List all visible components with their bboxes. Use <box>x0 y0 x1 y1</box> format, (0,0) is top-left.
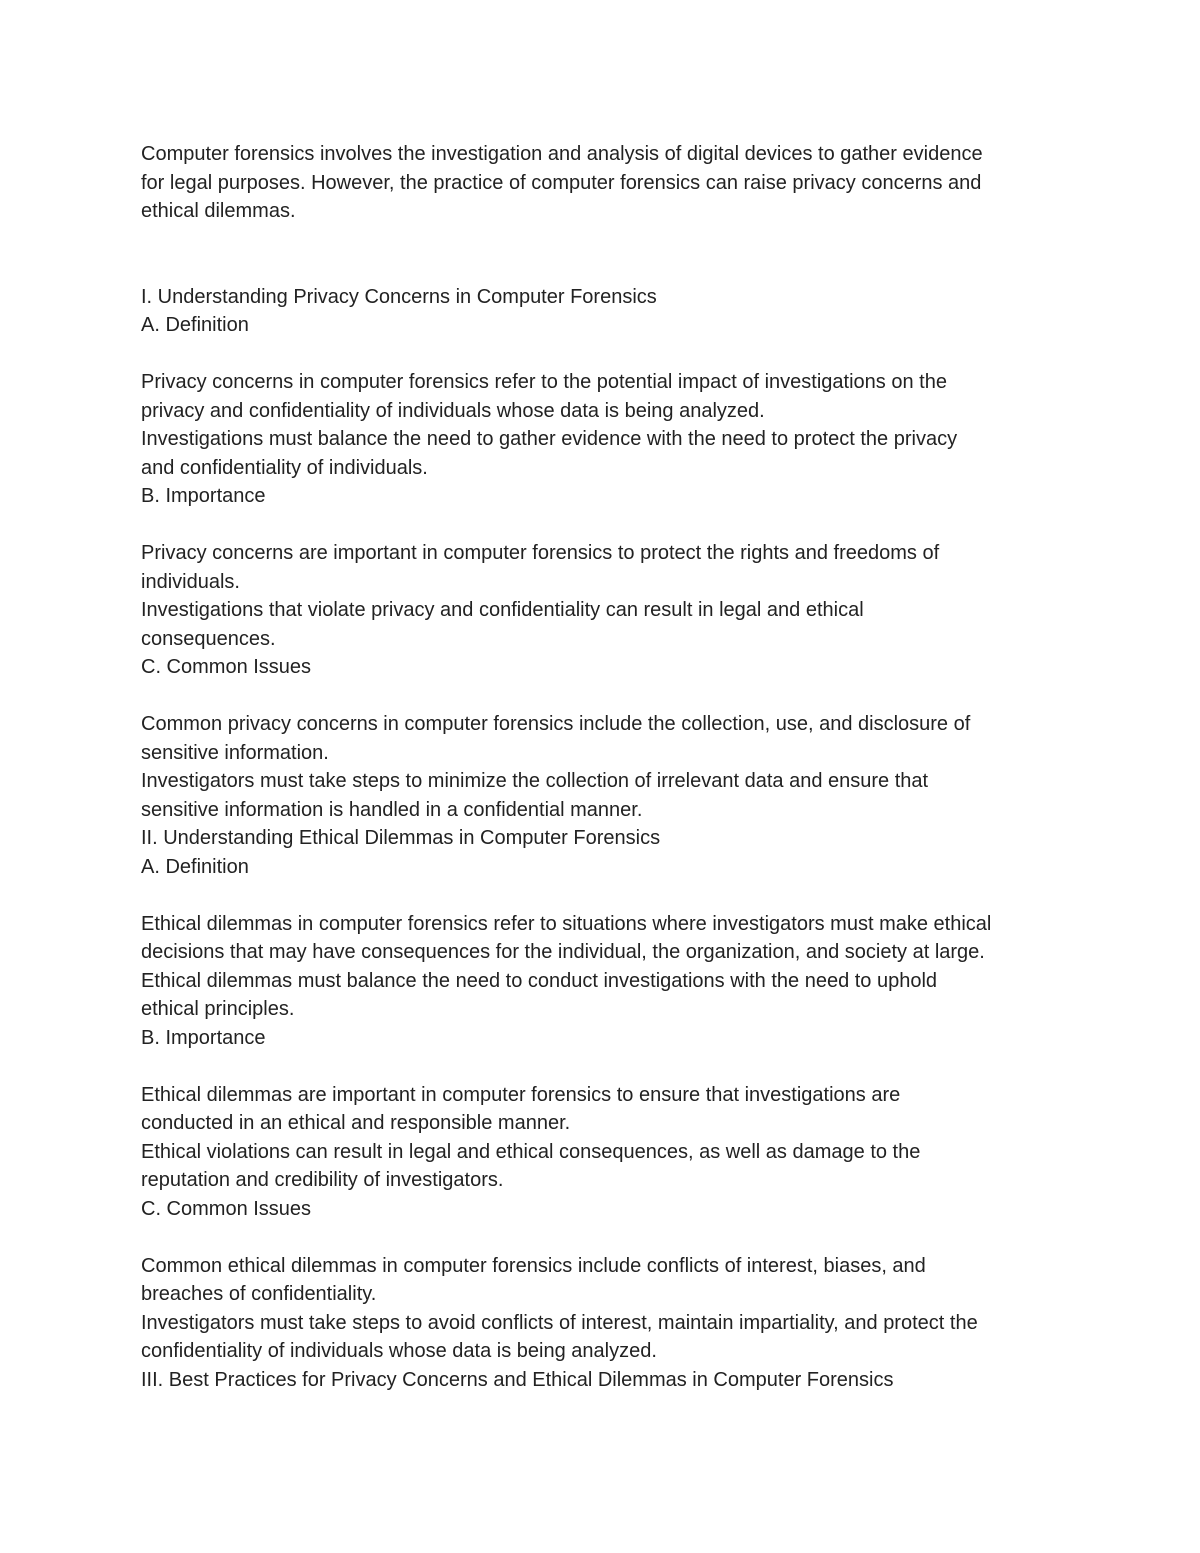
paragraph-gap <box>141 1052 1071 1081</box>
body-line: Investigators must take steps to avoid conflicts of interest, maintain impartiality, and protect the <box>141 1311 978 1334</box>
paragraph-gap <box>141 881 1071 910</box>
section-heading: III. Best Practices for Privacy Concerns and Ethical Dilemmas in Computer Forensics <box>141 1368 894 1391</box>
body-line: Privacy concerns are important in computer forensics to protect the rights and freedoms of <box>141 542 940 564</box>
intro-line: ethical dilemmas. <box>141 200 296 222</box>
paragraph-gap <box>141 682 1071 711</box>
subsection-heading: C. Common Issues <box>141 1197 312 1220</box>
subsection-heading: A. Definition <box>141 855 249 878</box>
body-line: decisions that may have consequences for the individual, the organization, and society at large. <box>141 941 985 963</box>
body-line: Investigators must take steps to minimize the collection of irrelevant data and ensure that <box>141 770 929 792</box>
intro-line: for legal purposes. However, the practice of computer forensics can raise privacy concerns and <box>141 171 982 194</box>
body-line: Ethical dilemmas in computer forensics refer to situations where investigators must make ethical <box>141 912 992 935</box>
body-line: Ethical violations can result in legal and ethical consequences, as well as damage to the <box>141 1140 921 1163</box>
body-line: breaches of confidentiality. <box>141 1283 377 1305</box>
intro-line: Computer forensics involves the investigation and analysis of digital devices to gather evidence <box>141 143 983 165</box>
section-heading: II. Understanding Ethical Dilemmas in Computer Forensics <box>141 827 661 849</box>
body-line: conducted in an ethical and responsible manner. <box>141 1112 571 1134</box>
section-heading: I. Understanding Privacy Concerns in Computer Forensics <box>141 285 657 308</box>
body-line: and confidentiality of individuals. <box>141 456 428 479</box>
body-line: privacy and confidentiality of individuals whose data is being analyzed. <box>141 399 765 422</box>
body-line: Investigations that violate privacy and confidentiality can result in legal and ethical <box>141 599 864 621</box>
body-line: reputation and credibility of investigators. <box>141 1169 504 1191</box>
body-line: Common privacy concerns in computer forensics include the collection, use, and disclosure of <box>141 713 971 735</box>
body-line: Ethical dilemmas must balance the need to conduct investigations with the need to uphold <box>141 969 938 992</box>
paragraph-gap <box>141 340 1071 369</box>
body-line: Investigations must balance the need to gather evidence with the need to protect the privacy <box>141 428 958 450</box>
body-line: individuals. <box>141 570 240 593</box>
body-line: ethical principles. <box>141 998 295 1020</box>
body-line: sensitive information. <box>141 741 329 764</box>
paragraph-gap <box>141 511 1071 540</box>
subsection-heading: B. Importance <box>141 485 266 507</box>
subsection-heading: B. Importance <box>141 1026 266 1049</box>
document-body <box>141 140 1071 1394</box>
body-line: consequences. <box>141 627 276 650</box>
body-line: Ethical dilemmas are important in computer forensics to ensure that investigations are <box>141 1083 901 1106</box>
subsection-heading: C. Common Issues <box>141 656 312 678</box>
body-line: sensitive information is handled in a confidential manner. <box>141 798 643 821</box>
body-line: confidentiality of individuals whose data is being analyzed. <box>141 1340 657 1362</box>
subsection-heading: A. Definition <box>141 314 249 336</box>
paragraph-gap <box>141 1223 1071 1252</box>
body-line: Privacy concerns in computer forensics refer to the potential impact of investigations on the <box>141 371 947 393</box>
body-line: Common ethical dilemmas in computer forensics include conflicts of interest, biases, and <box>141 1254 926 1277</box>
paragraph-gap <box>141 226 1071 283</box>
